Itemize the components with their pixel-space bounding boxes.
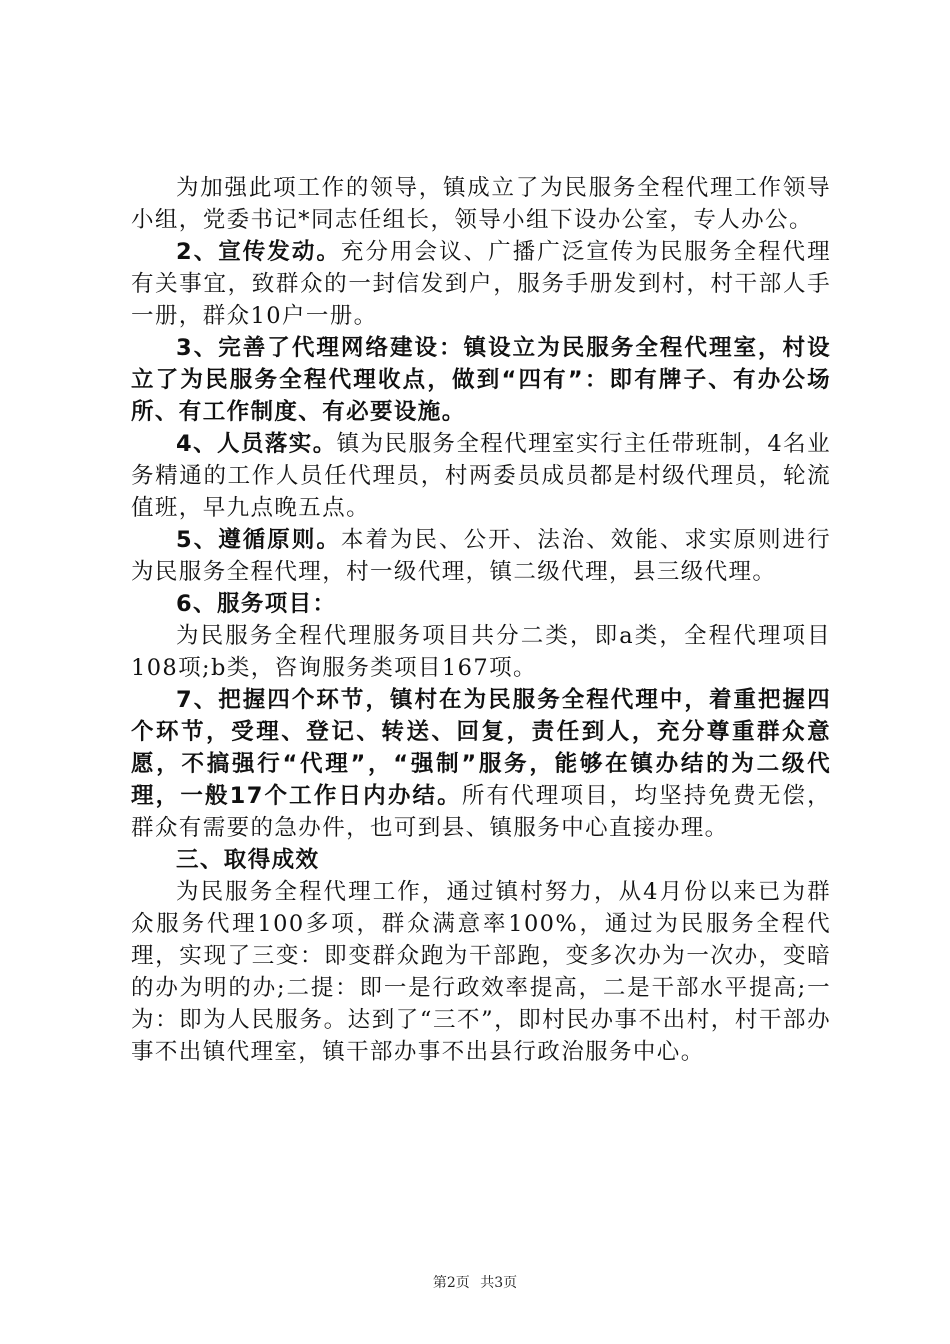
paragraph-5-text: 本着为民、公开、法治、效能、求实原则进行为民服务全程代理，村一级代理，镇二级代理，县三级代理。 [131, 527, 831, 585]
page-number: 第2页 [432, 1275, 470, 1291]
paragraph-1-text: 为加强此项工作的领导，镇成立了为民服务全程代理工作领导小组，党委书记*同志任组长，领导小组下设办公室，专人办公。 [131, 175, 831, 233]
paragraph-7 [131, 620, 831, 684]
paragraph-4 [131, 428, 831, 524]
paragraph-8-text: 所有代理项目，均坚持免费无偿，群众有需要的急办件，也可到县、镇服务中心直接办理。 [131, 783, 831, 841]
paragraph-10-text: 为民服务全程代理工作，通过镇村努力，从4月份以来已为群众服务代理100多项，群众满意率100%，通过为民服务全程代理，实现了三变：即变群众跑为干部跑，变多次办为一次办，变暗的办为明的办;二提：即一是行政效率提高，二是干部水平提高;一为：即为人民服务。达到了“三不”，即村民办事不出村，村干部办事不出镇代理室，镇干部办事不出县行政治服务中心。 [131, 879, 831, 1065]
paragraph-3-lead: 3、完善了代理网络建设：镇设立为民服务全程代理室，村设立了为民服务全程代理收点，做到“四有”：即有牌子、有办公场所、有工作制度、有必要设施。 [131, 335, 831, 425]
paragraph-8 [131, 684, 831, 844]
document-body [131, 172, 831, 1068]
page-footer [0, 1272, 950, 1292]
paragraph-10 [131, 876, 831, 1068]
paragraph-7-text: 为民服务全程代理服务项目共分二类，即a类，全程代理项目108项;b类，咨询服务类项目167项。 [131, 623, 831, 681]
paragraph-2-text: 充分用会议、广播广泛宣传为民服务全程代理有关事宜，致群众的一封信发到户，服务手册发到村，村干部人手一册，群众10户一册。 [131, 239, 831, 329]
paragraph-6-lead: 6、服务项目： [176, 591, 337, 617]
paragraph-8-lead: 7、把握四个环节，镇村在为民服务全程代理中，着重把握四个环节，受理、登记、转送、回复，责任到人，充分尊重群众意愿，不搞强行“代理”，“强制”服务，能够在镇办结的为二级代理，一般17个工作日内办结。 [131, 687, 831, 809]
paragraph-2 [131, 236, 831, 332]
paragraph-6 [131, 588, 831, 620]
paragraph-4-lead: 4、人员落实。 [176, 431, 337, 457]
paragraph-5 [131, 524, 831, 588]
paragraph-1 [131, 172, 831, 236]
paragraph-5-lead: 5、遵循原则。 [176, 527, 341, 553]
paragraph-9-lead: 三、取得成效 [176, 847, 320, 873]
page-total: 共3页 [480, 1275, 518, 1291]
paragraph-9 [131, 844, 831, 876]
paragraph-2-lead: 2、宣传发动。 [176, 239, 341, 265]
paragraph-4-text: 镇为民服务全程代理室实行主任带班制，4名业务精通的工作人员任代理员，村两委员成员都是村级代理员，轮流值班，早九点晚五点。 [131, 431, 831, 521]
paragraph-3 [131, 332, 831, 428]
